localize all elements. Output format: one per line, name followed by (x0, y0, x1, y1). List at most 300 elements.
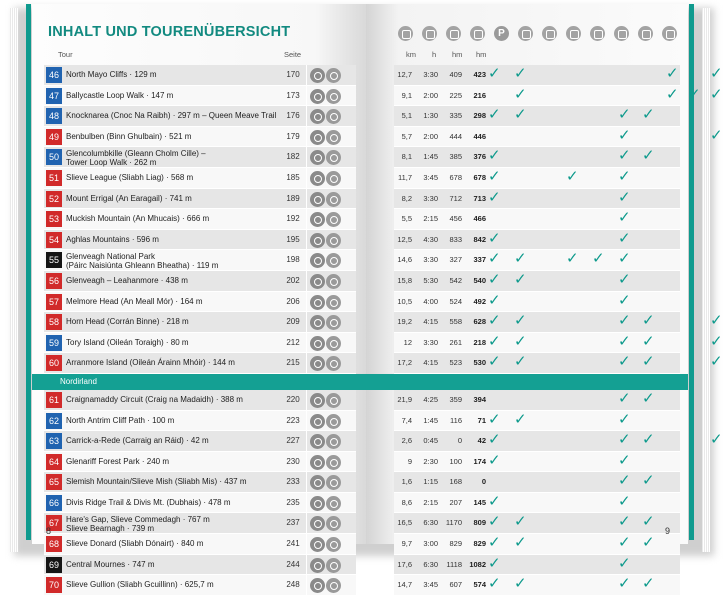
ascent-hm: 327 (449, 255, 462, 265)
check-icon: ✓ (642, 472, 655, 490)
ascent-hm: 523 (449, 358, 462, 368)
distance-km: 10,5 (397, 296, 412, 306)
tour-row[interactable] (44, 411, 356, 432)
difficulty-icon (310, 130, 325, 145)
tour-name: Central Mournes · 747 m (66, 559, 155, 569)
tour-row[interactable] (44, 292, 356, 313)
suitability-icon (326, 434, 341, 449)
check-icon: ✓ (618, 410, 631, 428)
distance-km: 8,6 (401, 497, 412, 507)
page-number-left: 8 (46, 526, 52, 536)
tour-name: Craignamaddy Circuit (Craig na Madaidh) · 388 m (66, 394, 243, 404)
tour-name: Slieve Gullion (Sliabh Gcuillinn) · 625,7 m (66, 580, 214, 590)
suitability-icon (326, 455, 341, 470)
tour-name: Slieve Donard (Sliabh Dónairt) · 840 m (66, 539, 204, 549)
tour-data-row (394, 271, 680, 292)
region-label: Nordirland (60, 376, 97, 386)
tour-row[interactable] (44, 312, 356, 333)
column-divider (306, 472, 307, 492)
descent-hm: 1082 (469, 559, 486, 569)
tour-page: 192 (286, 214, 300, 224)
tour-number-badge: 59 (46, 335, 62, 351)
suitability-icon (326, 414, 341, 429)
mountain-icon (590, 26, 605, 41)
duration-h: 3:00 (423, 539, 438, 549)
tour-row[interactable] (44, 250, 356, 271)
column-header-hm-down: hm (476, 50, 487, 59)
suitability-icon (326, 356, 341, 371)
suitability-icon (326, 496, 341, 511)
descent-hm: 466 (473, 214, 486, 224)
tour-row[interactable] (44, 452, 356, 473)
descent-hm: 394 (473, 394, 486, 404)
tour-row[interactable] (44, 575, 356, 596)
ascent-hm: 542 (449, 275, 462, 285)
tour-number-badge: 52 (46, 191, 62, 207)
check-icon: ✓ (488, 410, 501, 428)
tour-name: Knocknarea (Cnoc Na Raibh) · 297 m – Queen Meave Trail (66, 111, 277, 121)
tour-data-row (394, 353, 723, 374)
check-icon: ✓ (618, 209, 631, 227)
distance-km: 16,5 (397, 518, 412, 528)
check-icon: ✓ (642, 332, 655, 350)
check-icon: ✓ (488, 513, 501, 531)
difficulty-icon (310, 336, 325, 351)
check-icon: ✓ (618, 250, 631, 268)
suitability-icon (326, 393, 341, 408)
tour-data-row (394, 85, 723, 107)
difficulty-icon (310, 537, 325, 552)
suitability-icon (326, 475, 341, 490)
check-icon: ✓ (514, 332, 527, 350)
tour-row[interactable] (44, 86, 356, 107)
tour-number-badge: 50 (46, 149, 62, 165)
column-divider (306, 65, 307, 85)
check-icon: ✓ (514, 65, 527, 82)
tour-data-row (394, 189, 680, 210)
check-icon: ✓ (618, 492, 631, 510)
check-icon: ✓ (488, 353, 501, 371)
tour-number-badge: 53 (46, 211, 62, 227)
check-icon: ✓ (618, 513, 631, 531)
suitability-icon (326, 130, 341, 145)
tour-name: Tory Island (Oileán Toraigh) · 80 m (66, 337, 189, 347)
check-icon: ✓ (514, 575, 527, 593)
tour-row[interactable] (44, 333, 356, 354)
tour-page: 206 (286, 296, 300, 306)
tour-name: Arranmore Island (Oileán Árainn Mhóir) · 144 m (66, 358, 235, 368)
column-divider (306, 230, 307, 250)
descent-hm: 446 (473, 131, 486, 141)
tour-name: Hare's Gap, Slieve Commedagh · 767 m Slieve Bearnagh · 739 m (66, 515, 210, 534)
tour-number-badge: 46 (46, 67, 62, 83)
suitability-icon (326, 171, 341, 186)
difficulty-icon (310, 475, 325, 490)
ascent-hm: 833 (449, 234, 462, 244)
column-divider (306, 127, 307, 147)
column-header-seite: Seite (284, 50, 302, 59)
tour-row[interactable] (44, 106, 356, 127)
tour-page: 233 (286, 477, 300, 487)
signpost-icon (398, 26, 413, 41)
difficulty-icon (310, 414, 325, 429)
tour-row[interactable] (44, 189, 356, 210)
suitability-icon (326, 336, 341, 351)
tour-page: 198 (286, 255, 300, 265)
descent-hm: 713 (473, 193, 486, 203)
clock-icon (422, 26, 437, 41)
check-icon: ✓ (566, 250, 579, 268)
check-icon: ✓ (710, 332, 723, 350)
tour-data-row (394, 472, 680, 493)
tour-row[interactable] (44, 209, 356, 230)
descent-hm: 218 (473, 337, 486, 347)
difficulty-icon (310, 192, 325, 207)
column-divider (306, 147, 307, 167)
region-band-right (366, 374, 688, 390)
tour-data-row (394, 452, 680, 473)
check-icon: ✓ (488, 431, 501, 449)
duration-h: 4:30 (423, 234, 438, 244)
check-icon: ✓ (488, 291, 501, 309)
check-icon: ✓ (642, 312, 655, 330)
ascent-hm: 444 (449, 131, 462, 141)
check-icon: ✓ (618, 312, 631, 330)
check-icon: ✓ (514, 250, 527, 268)
tour-number-badge: 65 (46, 474, 62, 490)
difficulty-icon (310, 253, 325, 268)
column-divider (306, 411, 307, 431)
column-divider (306, 353, 307, 373)
check-icon: ✓ (618, 575, 631, 593)
tour-data-row (394, 147, 680, 168)
descent-hm: 423 (473, 70, 486, 79)
distance-km: 14,7 (397, 580, 412, 590)
difficulty-icon (310, 212, 325, 227)
duration-h: 3:45 (423, 172, 438, 182)
tour-data-row (394, 250, 680, 271)
tour-row[interactable] (44, 534, 356, 555)
ascent-hm: 712 (449, 193, 462, 203)
ascent-hm: 1118 (446, 559, 462, 569)
tour-row[interactable] (44, 147, 356, 168)
distance-km: 17,6 (397, 559, 412, 569)
tour-page: 195 (286, 234, 300, 244)
tour-number-badge: 55 (46, 252, 62, 268)
check-icon: ✓ (488, 575, 501, 593)
difficulty-icon (310, 393, 325, 408)
column-divider (306, 431, 307, 451)
difficulty-icon (310, 434, 325, 449)
tour-row[interactable] (44, 230, 356, 251)
region-header-nordirland (32, 374, 366, 390)
tour-row[interactable] (44, 431, 356, 452)
descent-hm: 145 (473, 497, 486, 507)
column-divider (306, 189, 307, 209)
distance-km: 12,5 (397, 234, 412, 244)
tour-page: 179 (286, 131, 300, 141)
tour-name: Glenveagh – Leahanmore · 438 m (66, 275, 188, 285)
tour-name: Divis Ridge Trail & Divis Mt. (Dubhais) · 478 m (66, 497, 231, 507)
column-divider (306, 452, 307, 472)
tour-page: 173 (286, 90, 300, 100)
tour-data-row (394, 431, 723, 452)
tour-row[interactable] (44, 168, 356, 189)
column-divider (306, 493, 307, 513)
tour-number-badge: 61 (46, 392, 62, 408)
ascent-hm: 678 (449, 172, 462, 182)
column-divider (306, 534, 307, 554)
check-icon: ✓ (514, 534, 527, 552)
tour-name: North Mayo Cliffs · 129 m (66, 70, 157, 79)
tour-number-badge: 56 (46, 273, 62, 289)
check-icon: ✓ (618, 106, 631, 124)
check-icon: ✓ (514, 270, 527, 288)
descent-hm: 174 (473, 456, 486, 466)
tour-row[interactable] (44, 390, 356, 411)
distance-km: 19,2 (397, 317, 412, 327)
bicycle-icon (638, 26, 653, 41)
tour-data-row (394, 390, 680, 411)
tour-name: Melmore Head (An Meall Mór) · 164 m (66, 296, 203, 306)
duration-h: 3:30 (423, 255, 438, 265)
difficulty-icon (310, 274, 325, 289)
suitability-icon (326, 537, 341, 552)
elevation-icon (470, 26, 485, 41)
tour-row[interactable] (44, 493, 356, 514)
distance-km: 17,2 (397, 358, 412, 368)
difficulty-icon (310, 315, 325, 330)
duration-h: 3:30 (423, 70, 438, 79)
tour-number-badge: 67 (46, 515, 62, 531)
tour-data-row (394, 168, 680, 189)
tour-row[interactable] (44, 353, 356, 374)
page-edges-left (10, 8, 18, 552)
tour-row[interactable] (44, 555, 356, 576)
ascent-hm: 116 (450, 415, 462, 425)
ascent-hm: 261 (449, 337, 462, 347)
tour-page: 220 (286, 394, 300, 404)
ascent-hm: 168 (449, 477, 462, 487)
tour-data-row (394, 230, 680, 251)
tour-page: 182 (286, 152, 300, 162)
tour-page: 189 (286, 193, 300, 203)
check-icon: ✓ (514, 353, 527, 371)
tour-data-row (394, 513, 680, 534)
difficulty-icon (310, 109, 325, 124)
tour-name: Glenveagh National Park (Páirc Naisiúnta Ghleann Bheatha) · 119 m (66, 252, 219, 271)
tour-name: Slemish Mountain/Slieve Mish (Sliabh Mis) · 437 m (66, 477, 247, 487)
tour-data-row (394, 534, 680, 555)
ascent-hm: 409 (449, 70, 462, 79)
distance-km: 12 (403, 337, 412, 347)
tour-number-badge: 57 (46, 294, 62, 310)
ascent-hm: 207 (449, 497, 462, 507)
tour-data-row (394, 292, 680, 313)
check-icon: ✓ (618, 431, 631, 449)
descent-hm: 492 (473, 296, 486, 306)
difficulty-icon (310, 496, 325, 511)
descent-hm: 298 (473, 111, 486, 121)
tour-page: 241 (286, 539, 300, 549)
check-icon: ✓ (710, 353, 723, 371)
check-icon: ✓ (642, 353, 655, 371)
tour-name: Glenariff Forest Park · 240 m (66, 456, 169, 466)
difficulty-icon (310, 171, 325, 186)
tour-number-badge: 54 (46, 232, 62, 248)
difficulty-icon (310, 578, 325, 593)
ascent-hm: 1170 (445, 518, 462, 528)
descent-hm: 376 (473, 152, 486, 162)
duration-h: 1:45 (423, 152, 438, 162)
check-icon: ✓ (618, 229, 631, 247)
duration-h: 2:00 (423, 90, 438, 100)
ascent-hm: 607 (449, 580, 462, 590)
ascent-hm: 0 (457, 436, 462, 446)
check-icon: ✓ (618, 126, 631, 144)
check-icon: ✓ (642, 431, 655, 449)
check-icon: ✓ (666, 85, 679, 103)
slope-icon (446, 26, 461, 41)
descent-hm: 71 (477, 415, 486, 425)
check-icon: ✓ (642, 534, 655, 552)
duration-h: 0:45 (423, 436, 438, 446)
descent-hm: 628 (473, 317, 486, 327)
check-icon: ✓ (488, 65, 501, 82)
suitability-icon (326, 558, 341, 573)
check-icon: ✓ (618, 332, 631, 350)
tour-row[interactable] (44, 65, 356, 86)
duration-h: 1:30 (423, 111, 438, 121)
tour-name: Carrick-a-Rede (Carraig an Ráid) · 42 m (66, 436, 209, 446)
ascent-hm: 829 (449, 539, 462, 549)
duration-h: 2:15 (423, 214, 438, 224)
tour-page: 227 (286, 436, 300, 446)
difficulty-icon (310, 455, 325, 470)
ascent-hm: 225 (449, 90, 462, 100)
distance-km: 9,1 (401, 90, 412, 100)
distance-km: 14,6 (397, 255, 412, 265)
difficulty-icon (310, 89, 325, 104)
duration-h: 1:15 (423, 477, 438, 487)
tour-page: 212 (286, 337, 300, 347)
tour-row[interactable] (44, 271, 356, 292)
check-icon: ✓ (488, 554, 501, 572)
tour-number-badge: 63 (46, 433, 62, 449)
duration-h: 4:00 (423, 296, 438, 306)
tour-number-badge: 64 (46, 454, 62, 470)
tour-page: 235 (286, 497, 300, 507)
tour-data-row (394, 575, 680, 596)
tour-page: 202 (286, 275, 300, 285)
duration-h: 2:00 (423, 131, 438, 141)
duration-h: 2:15 (423, 497, 438, 507)
distance-km: 8,1 (401, 152, 412, 162)
ascent-hm: 456 (449, 214, 462, 224)
check-icon: ✓ (642, 106, 655, 124)
check-icon: ✓ (618, 472, 631, 490)
check-icon: ✓ (514, 312, 527, 330)
tour-row[interactable] (44, 472, 356, 493)
column-header-tour: Tour (58, 50, 73, 59)
tour-list-left (32, 65, 366, 596)
column-header-km: km (406, 50, 416, 59)
page-number-right: 9 (664, 526, 670, 536)
column-divider (306, 333, 307, 353)
tour-name: Ballycastle Loop Walk · 147 m (66, 90, 174, 100)
check-icon: ✓ (618, 167, 631, 185)
suitability-icon (326, 89, 341, 104)
descent-hm: 540 (473, 275, 486, 285)
suitability-icon (326, 516, 341, 531)
tour-row[interactable] (44, 513, 356, 534)
tour-page: 237 (286, 518, 300, 528)
column-divider (306, 390, 307, 410)
duration-h: 6:30 (423, 559, 438, 569)
tour-name: Muckish Mountain (An Mhucais) · 666 m (66, 214, 210, 224)
tour-number-badge: 49 (46, 129, 62, 145)
column-divider (306, 555, 307, 575)
check-icon: ✓ (642, 389, 655, 407)
duration-h: 4:15 (423, 317, 438, 327)
tour-name: Glencolumbkille (Gleann Cholm Cille) – Tower Loop Walk · 262 m (66, 149, 206, 168)
descent-hm: 829 (473, 539, 486, 549)
tour-page: 176 (286, 111, 300, 121)
suitability-icon (326, 192, 341, 207)
tour-list-right (366, 65, 723, 596)
suitability-icon (326, 578, 341, 593)
duration-h: 4:25 (423, 394, 438, 404)
tour-page: 248 (286, 580, 300, 590)
ascent-hm: 385 (449, 152, 462, 162)
descent-hm: 42 (477, 436, 486, 446)
suitability-icon (326, 253, 341, 268)
column-divider (306, 106, 307, 126)
difficulty-icon (310, 150, 325, 165)
check-icon: ✓ (488, 167, 501, 185)
distance-km: 12,7 (397, 70, 412, 79)
tour-data-row (394, 555, 680, 576)
suitability-icon (326, 315, 341, 330)
descent-hm: 0 (481, 477, 486, 487)
tour-data-row (394, 332, 723, 354)
check-icon: ✓ (710, 65, 723, 82)
check-icon: ✓ (488, 250, 501, 268)
distance-km: 7,4 (401, 415, 412, 425)
tour-row[interactable] (44, 127, 356, 148)
check-icon: ✓ (618, 451, 631, 469)
distance-km: 1,6 (401, 477, 412, 487)
check-icon: ✓ (488, 492, 501, 510)
distance-km: 5,5 (401, 214, 412, 224)
restaurant-icon (566, 26, 581, 41)
column-divider (306, 168, 307, 188)
descent-hm: 574 (473, 580, 486, 590)
check-icon: ✓ (618, 188, 631, 206)
check-icon: ✓ (642, 575, 655, 593)
distance-km: 21,9 (397, 394, 412, 404)
check-icon: ✓ (618, 534, 631, 552)
distance-km: 11,7 (397, 172, 412, 182)
tour-number-badge: 47 (46, 88, 62, 104)
suitability-icon (326, 150, 341, 165)
page-edges-right (702, 8, 710, 552)
check-icon: ✓ (688, 85, 701, 103)
tour-data-row (394, 312, 723, 333)
tour-name: North Antrim Cliff Path · 100 m (66, 415, 175, 425)
duration-h: 3:30 (423, 193, 438, 203)
tour-number-badge: 60 (46, 355, 62, 371)
